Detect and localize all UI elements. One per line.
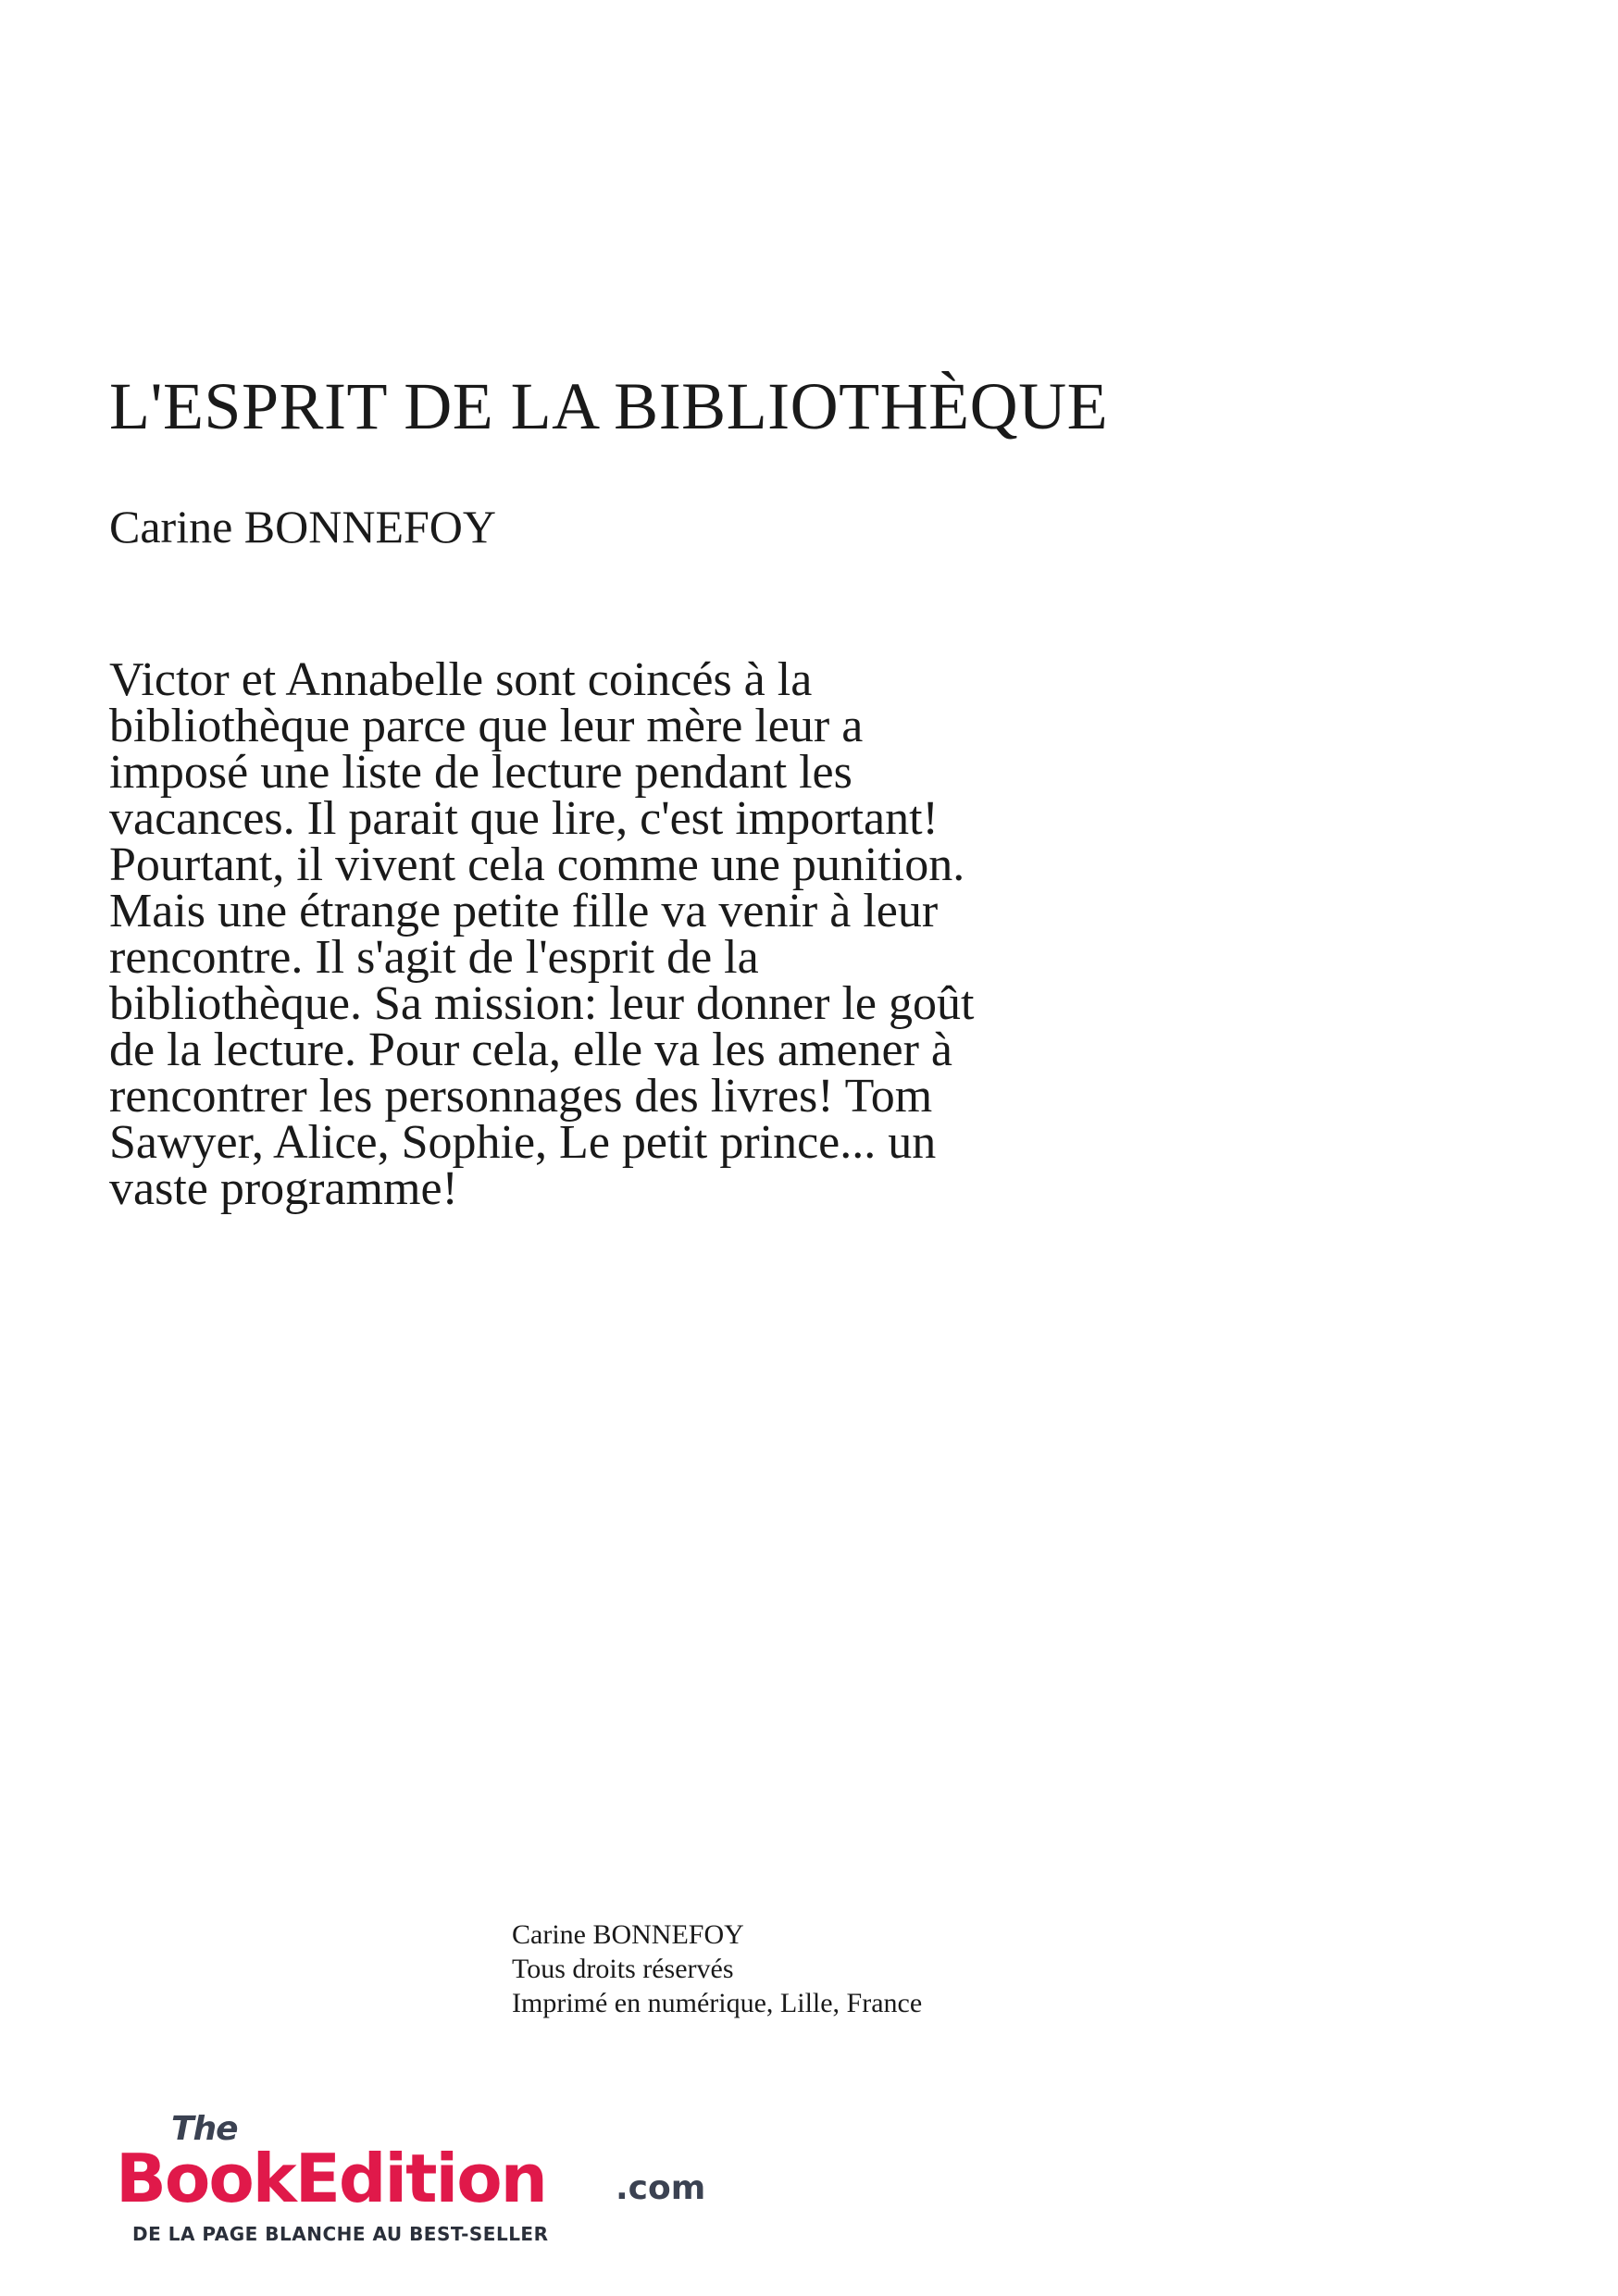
logo-the: The [171,2110,238,2148]
synopsis-line: rencontre. Il s'agit de l'esprit de la [109,931,759,984]
synopsis-line: imposé une liste de lecture pendant les [109,746,853,799]
synopsis-line: Victor et Annabelle sont coincés à la [109,653,813,706]
synopsis-line: bibliothèque parce que leur mère leur a [109,700,864,752]
synopsis-line: rencontrer les personnages des livres! Tom [109,1070,933,1123]
logo-domain: .com [616,2169,706,2207]
book-author: Carine BONNEFOY [109,501,497,552]
synopsis-line: Mais une étrange petite fille va venir à leur [109,885,939,937]
colophon [512,1917,922,2020]
synopsis-line: vaste programme! [109,1162,458,1215]
colophon-rights: Tous droits réservés [512,1954,734,1984]
synopsis-line: Pourtant, il vivent cela comme une punition. [109,838,965,891]
synopsis-line: de la lecture. Pour cela, elle va les amener à [109,1024,952,1076]
colophon-printed: Imprimé en numérique, Lille, France [512,1988,923,2018]
logo-wordmark: BookEdition [116,2140,546,2217]
synopsis [109,653,1257,1215]
bookedition-logo [116,2110,706,2249]
synopsis-line: bibliothèque. Sa mission: leur donner le goût [109,977,975,1030]
logo-tagline: DE LA PAGE BLANCHE AU BEST-SELLER [132,2223,549,2245]
colophon-author: Carine BONNEFOY [512,1919,744,1950]
synopsis-line: vacances. Il parait que lire, c'est important! [109,792,939,845]
synopsis-line: Sawyer, Alice, Sophie, Le petit prince... un [109,1116,937,1169]
book-title: L'ESPRIT DE LA BIBLIOTHÈQUE [109,369,1109,443]
